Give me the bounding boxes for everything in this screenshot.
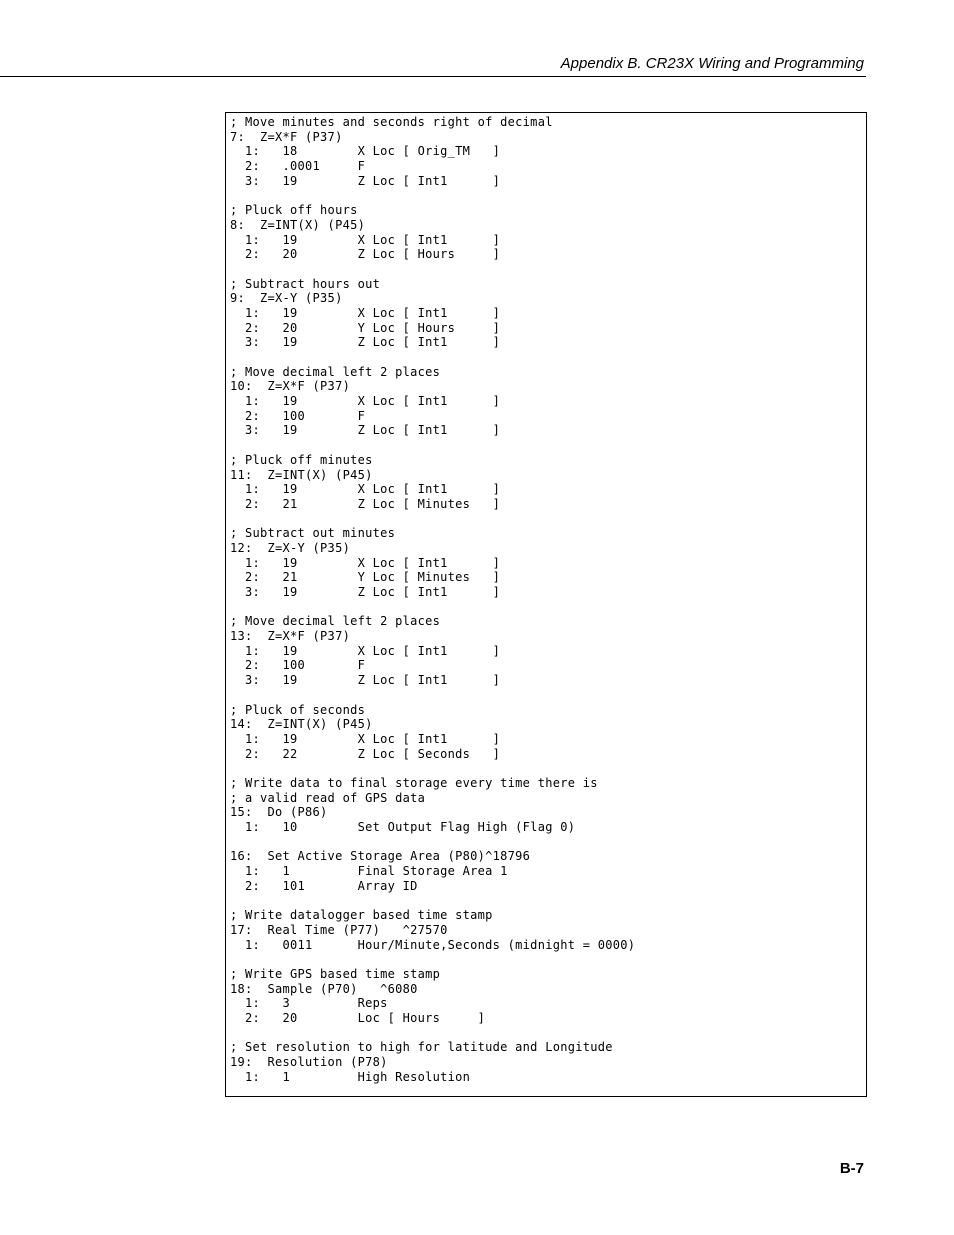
code-line: 2: 100 F (230, 658, 366, 673)
code-line: ; Move decimal left 2 places (230, 364, 441, 379)
code-line: 13: Z=X*F (P37) (230, 629, 351, 644)
code-line: 1: 19 X Loc [ Int1 ] (230, 394, 501, 409)
header-divider (0, 76, 866, 77)
code-line: ; Subtract out minutes (230, 526, 396, 541)
page-number: B-7 (839, 1160, 864, 1177)
code-line: 11: Z=INT(X) (P45) (230, 467, 373, 482)
code-line: ; Write data to final storage every time there is (230, 775, 598, 790)
code-line: ; Move decimal left 2 places (230, 614, 441, 629)
code-line: ; Write datalogger based time stamp (230, 908, 493, 923)
code-line: 19: Resolution (P78) (230, 1055, 388, 1069)
code-line: 12: Z=X-Y (P35) (230, 540, 351, 555)
code-line: ; Write GPS based time stamp (230, 966, 441, 981)
code-line: 1: 19 X Loc [ Int1 ] (230, 232, 501, 247)
code-line: 1: 10 Set Output Flag High (Flag 0) (230, 820, 576, 834)
code-line: 3: 19 Z Loc [ Int1 ] (230, 423, 501, 438)
code-listing-box (225, 112, 867, 1097)
code-line: 10: Z=X*F (P37) (230, 379, 351, 394)
code-line: 1: 19 X Loc [ Int1 ] (230, 555, 501, 570)
code-line: ; a valid read of GPS data (230, 790, 426, 805)
code-line: 2: 22 Z Loc [ Seconds ] (230, 746, 501, 761)
code-line: 7: Z=X*F (P37) (230, 129, 343, 144)
code-line: 2: .0001 F (230, 159, 366, 174)
code-line: 2: 100 F (230, 408, 366, 423)
code-line: 16: Set Active Storage Area (P80)^18796 (230, 849, 531, 864)
code-line: 2: 20 Z Loc [ Hours ] (230, 247, 501, 262)
code-line: 1: 1 Final Storage Area 1 (230, 864, 508, 879)
code-line: ; Pluck off hours (230, 203, 358, 218)
code-line: 1: 19 X Loc [ Int1 ] (230, 482, 501, 497)
code-line: 3: 19 Z Loc [ Int1 ] (230, 673, 501, 688)
code-line: 2: 21 Z Loc [ Minutes ] (230, 496, 501, 511)
code-line: ; Pluck of seconds (230, 702, 366, 717)
code-line: 17: Real Time (P77) ^27570 (230, 922, 448, 937)
code-line: 9: Z=X-Y (P35) (230, 291, 343, 306)
code-line: 15: Do (P86) (230, 805, 328, 820)
code-line: 18: Sample (P70) ^6080 (230, 981, 418, 996)
code-line: 14: Z=INT(X) (P45) (230, 717, 373, 732)
code-line: 3: 19 Z Loc [ Int1 ] (230, 335, 501, 350)
code-line: ; Move minutes and seconds right of decimal (230, 115, 553, 129)
code-line: 1: 19 X Loc [ Int1 ] (230, 305, 501, 320)
code-line: 2: 21 Y Loc [ Minutes ] (230, 570, 501, 585)
code-line: 2: 20 Loc [ Hours ] (230, 1010, 486, 1025)
code-line: ; Subtract hours out (230, 276, 381, 291)
code-line: 1: 0011 Hour/Minute,Seconds (midnight = 0000) (230, 937, 636, 952)
code-line: 1: 19 X Loc [ Int1 ] (230, 643, 501, 658)
code-listing (230, 115, 635, 1084)
code-line: 1: 1 High Resolution (230, 1069, 471, 1084)
code-line: 8: Z=INT(X) (P45) (230, 217, 366, 232)
code-line: 3: 19 Z Loc [ Int1 ] (230, 173, 501, 188)
page-header-title: Appendix B. CR23X Wiring and Programming (560, 55, 864, 72)
code-line: 2: 101 Array ID (230, 878, 418, 893)
code-line: 1: 18 X Loc [ Orig_TM ] (230, 144, 501, 159)
code-line: 3: 19 Z Loc [ Int1 ] (230, 585, 501, 599)
code-line: ; Set resolution to high for latitude and Longitude (230, 1040, 613, 1055)
code-line: 2: 20 Y Loc [ Hours ] (230, 320, 501, 335)
code-line: ; Pluck off minutes (230, 452, 373, 467)
code-line: 1: 19 X Loc [ Int1 ] (230, 731, 501, 746)
code-line: 1: 3 Reps (230, 996, 388, 1011)
